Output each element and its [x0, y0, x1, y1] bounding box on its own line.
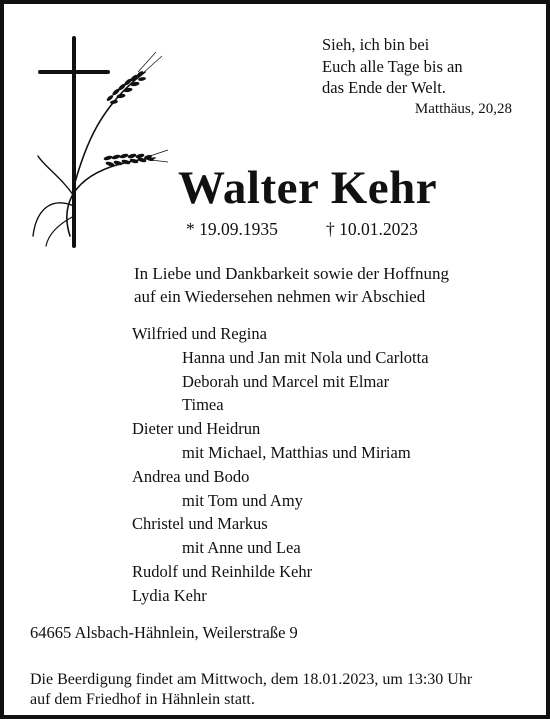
mourner-children-line: mit Tom und Amy: [182, 490, 303, 510]
mourner-family-line: Rudolf und Reinhilde Kehr: [132, 561, 313, 581]
mourner-family-line: Dieter und Heidrun: [132, 419, 261, 439]
farewell-line: auf ein Wiedersehen nehmen wir Abschied: [134, 287, 426, 306]
mourner-family-line: Andrea und Bodo: [132, 466, 250, 486]
mourner-family-line: Christel und Markus: [132, 514, 268, 534]
funeral-notice: [30, 670, 535, 710]
mourner-children-line: mit Michael, Matthias und Miriam: [182, 442, 411, 462]
farewell-line: In Liebe und Dankbarkeit sowie der Hoffnung: [134, 264, 450, 283]
funeral-line: auf dem Friedhof in Hähnlein statt.: [30, 691, 255, 708]
mourners-list: [132, 322, 542, 608]
mourner-family-line: Lydia Kehr: [132, 585, 207, 605]
cross-with-wheat-icon: [30, 36, 170, 248]
verse-line: das Ende der Welt.: [322, 78, 446, 97]
verse-reference: Matthäus, 20,28: [414, 100, 512, 117]
mourner-family-line: Wilfried und Regina: [132, 324, 267, 343]
birth-date: * 19.09.1935: [186, 219, 278, 239]
deceased-name: Walter Kehr: [178, 162, 438, 214]
mourner-children-line: mit Anne und Lea: [182, 538, 301, 558]
family-address: 64665 Alsbach-Hähnlein, Weilerstraße 9: [30, 623, 298, 642]
mourner-children-line: Deborah und Marcel mit Elmar: [182, 371, 390, 391]
farewell-text: [134, 262, 534, 308]
death-date: † 10.01.2023: [326, 219, 418, 239]
verse-line: Sieh, ich bin bei: [322, 35, 430, 54]
mourner-children-line: Hanna und Jan mit Nola und Carlotta: [182, 347, 429, 367]
mourner-children-line: Timea: [182, 395, 224, 415]
bible-verse: [322, 34, 512, 119]
funeral-line: Die Beerdigung findet am Mittwoch, dem 18.01.2023, um 13:30 Uhr: [30, 671, 473, 688]
verse-line: Euch alle Tage bis an: [322, 56, 463, 76]
